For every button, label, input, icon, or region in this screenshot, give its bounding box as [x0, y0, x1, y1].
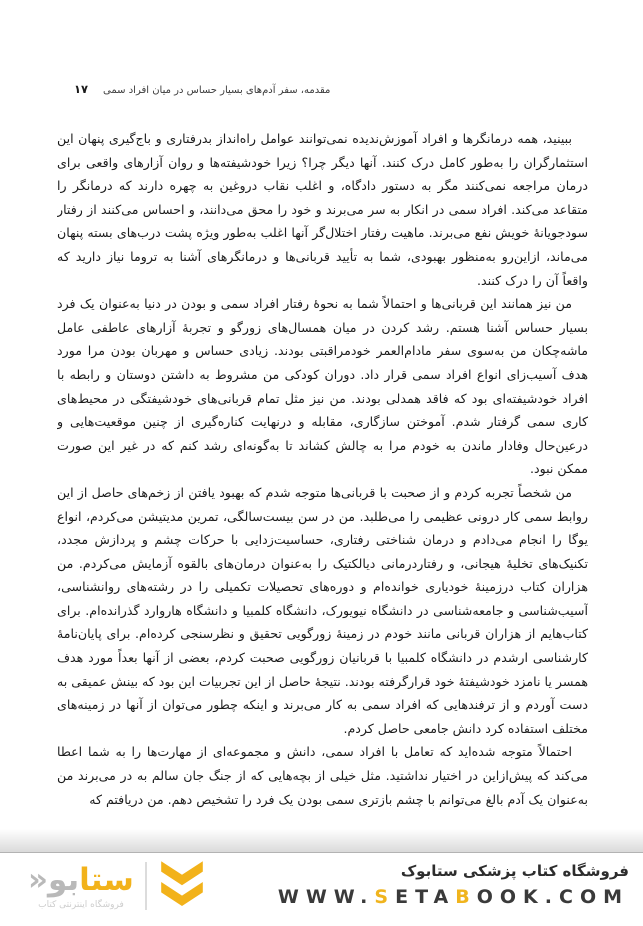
url-segment: WWW. — [277, 886, 375, 908]
footer-branding-text — [278, 862, 629, 908]
body-paragraph: ببینید، همه درمانگرها و افراد آموزش‌ندیده نمی‌توانند عوامل راه‌انداز بدرفتاری و باج‌گیری پنهان این استثمارگران را به‌طور کامل درک کنند. آنها دیگر چرا؟ زیرا خودشیفته‌ها و روان آزارهای واقعی برای درمان مراجعه نمی‌کنند مگر به دستور دادگاه، و اغلب نقاب دروغین به چهره دارند که درمانگر را متقاعد می‌کند. افراد سمی در انکار به سر می‌برند و خود را محق می‌دانند، و احساس می‌کنند از رفتار سودجویانهٔ خویش نفع می‌برند. ماهیت رفتار اختلال‌گر آنها اغلب به‌طور ویژه پشت درب‌های بسته پنهان می‌ماند، ازاین‌رو به‌منظور بهبودی، شما به تأیید قربانی‌ها و درمانگرهای آشنا به تروما نیاز دارید که واقعاً آن را درک کنند. — [57, 131, 588, 288]
setabook-wordmark — [28, 863, 134, 897]
setabook-wordmark-block — [28, 863, 134, 910]
double-chevron-icon — [158, 859, 206, 913]
page-bottom-shadow — [0, 829, 643, 853]
body-paragraph: من شخصاً تجربه کردم و از صحبت با قربانی‌ها متوجه شدم که بهبود یافتن از زخم‌های حاصل از این روابط سمی کار درونی عظیمی را می‌طلبد. من در سن بیست‌سالگی، تمرین مدیتیشن می‌کردم، انواع یوگا را انجام می‌دادم و درمان شناختی رفتاری، حساسیت‌زدایی با حرکات چشم و پردازش مجدد، تکنیک‌های تخلیهٔ هیجانی، و رفتاردرمانی دیالکتیک را به‌عنوان درمان‌های بالقوه آزمایش می‌کردم. من هزاران کتاب درزمینهٔ خودیاری خوانده‌ام و دوره‌های تحصیلات تکمیلی را در رشته‌های روانشناسی، آسیب‌شناسی و جامعه‌شناسی در دانشگاه نیویورک، دانشگاه کلمبیا و دانشگاه هاروارد گذرانده‌ام. برای کتاب‌هایم از هزاران قربانی مانند خودم در زمینهٔ زورگویی تحقیق و نظرسنجی کرده‌ام. برای پایان‌نامهٔ کارشناسی ارشدم در دانشگاه کلمبیا با قربانیان زورگویی صحبت کردم، بعضی از آنها بعداً مورد هدف همسر یا نامزد خودشیفتهٔ خود قرارگرفته بودند. نتیجهٔ حاصل از این تجربیات این بود که بینش عمیقی به دست آوردم و از ترفندهایی که افراد سمی به کار می‌برند و اینکه چطور می‌توان از آنها در زمینه‌های مختلف استفاده کرد دانش جامعی حاصل کردم. — [57, 484, 588, 736]
body-paragraph: احتمالاً متوجه شده‌اید که تعامل با افراد سمی، دانش و مجموعه‌ای از مهارت‌ها را به شما اعطا می‌کند که پیش‌ازاین در اختیار نداشتید. مثل خیلی از بچه‌هایی که از جنگ جان سالم به در می‌برند من به‌عنوان یک آدم بالغ می‌توانم با چشم بازتری سمی بودن یک فرد را تشخیص دهم. من دریافتم که — [57, 744, 588, 807]
page-header — [74, 82, 330, 96]
page-body — [57, 127, 588, 833]
url-segment-accent: B — [455, 886, 477, 908]
store-name: فروشگاه کتاب پزشکی ستابوک — [400, 862, 629, 880]
wordmark-secondary: بو — [48, 861, 80, 898]
wordmark-primary: ستا — [79, 861, 134, 898]
url-segment: ETA — [395, 886, 456, 908]
setabook-logo — [28, 859, 206, 913]
wordmark-chevron-glyph: « — [28, 861, 49, 898]
page-number: ۱۷ — [74, 82, 89, 96]
website-url — [278, 886, 629, 908]
body-paragraph: من نیز همانند این قربانی‌ها و احتمالاً شما به نحوهٔ رفتار افراد سمی و بودن در دنیا به‌عنوان یک فرد بسیار حساس آشنا هستم. رشد کردن در میان همسال‌های زورگو و تجربهٔ آزارهای عاطفی عامل ماشه‌چکان من به‌سوی سفر مادام‌العمر خودمراقبتی بودند. زیادی حساس و مهربان بودن مرا مورد هدف آسیب‌زای انواع افراد سمی قرار داد. دوران کودکی من مشروط به داشتن دوستان و رابطه با افراد خودشیفته‌ای بود که فاقد همدلی بودند. من نیز مثل تمام قربانی‌های خودشیفتگی در محیط‌های کاری سمی گرفتار شدم. آموختن سازگاری، مقابله و درنهایت کناره‌گیری از چنین موقعیت‌هایی و درعین‌حال وفادار ماندن به خودم مرا به چالش کشاند تا به‌گونه‌ای رشد کنم که در غیر این صورت ممکن نبود. — [57, 296, 588, 477]
running-title: مقدمه، سفر آدم‌های بسیار حساس در میان افراد سمی — [103, 85, 331, 96]
url-segment: OOK.COM — [476, 886, 629, 908]
logo-divider — [145, 862, 147, 910]
logo-tagline: فروشگاه اینترنتی کتاب — [38, 899, 124, 910]
url-segment-accent: S — [374, 886, 396, 908]
site-footer — [0, 854, 643, 926]
